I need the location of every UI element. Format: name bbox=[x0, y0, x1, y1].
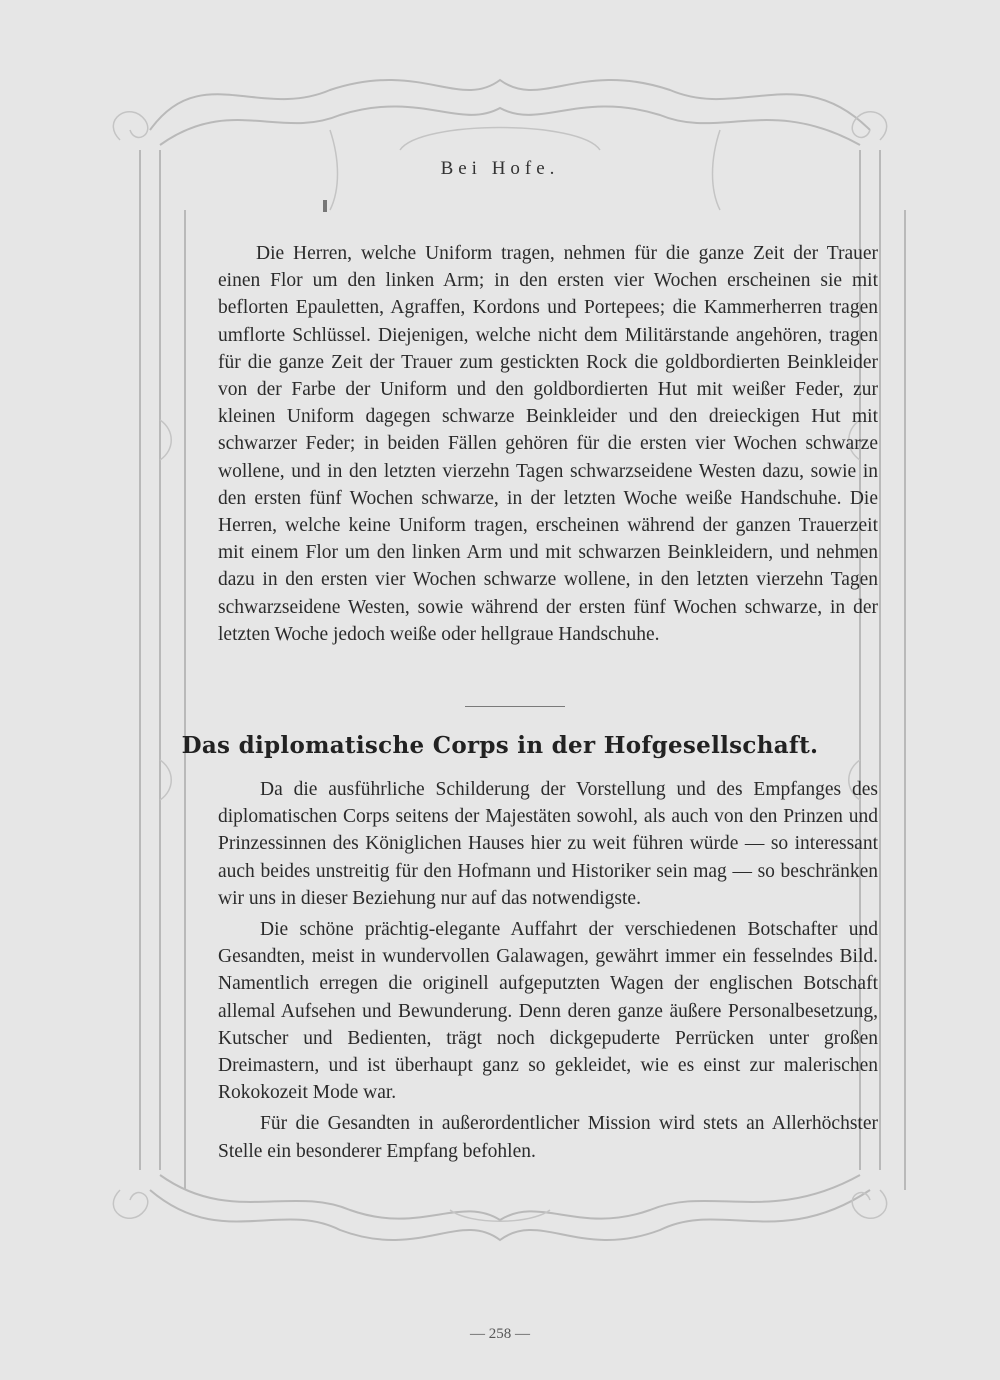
paragraph: Die Herren, welche Uniform tragen, nehmen für die ganze Zeit der Trauer einen Flor um den linken Arm; in den ersten vier Wochen erscheinen sie mit beflorten Epauletten, Agraffen, Kordons und Portepees; die Kammerherren tragen umflorte Schlüssel. Diejenigen, welche nicht dem Militärstande angehören, tragen für die ganze Zeit der Trauer zum gestickten Rock die goldbordierten Beinkleider von der Farbe der Uniform und den goldbordierten Hut mit weißer Feder, zur kleinen Uniform dagegen schwarze Beinkleider und den dreieckigen Hut mit schwarzer Feder; in beiden Fällen gehören für die ersten vier Wochen schwarze wollene, und in den letzten vierzehn Tagen schwarzseidene Westen dazu, sowie in den ersten fünf Wochen schwarze, in der letzten Woche weiße Handschuhe. Die Herren, welche keine Uniform tragen, erscheinen während der ganzen Trauerzeit mit einem Flor um den linken Arm und mit schwarzen Beinkleidern, und nehmen dazu in den ersten vier Wochen schwarze wollene, in den letzten vierzehn Tagen schwarzseidene Westen, sowie während der ersten fünf Wochen schwarze, in der letzten Woche jedoch weiße oder hellgraue Handschuhe. bbox=[218, 243, 878, 645]
section-divider bbox=[465, 706, 565, 707]
page-number: — 258 — bbox=[470, 1326, 530, 1342]
ornament-mark bbox=[323, 200, 327, 212]
running-head: Bei Hofe. bbox=[440, 158, 560, 179]
body-text-section-1 bbox=[218, 240, 878, 648]
section-heading: Das diplomatische Corps in der Hofgesellschaft. bbox=[181, 732, 819, 759]
paragraph: Da die ausführliche Schilderung der Vorstellung und des Empfanges des diplomatischen Corps seitens der Majestäten sowohl, als auch von den Prinzen und Prinzessinnen des Königlichen Hauses hier zu weit führen würde — so interessant auch beides unstreitig für den Hofmann und Historiker sein mag — so beschränken wir uns in dieser Beziehung nur auf das notwendigste. bbox=[218, 779, 878, 909]
paragraph: Die schöne prächtig-elegante Auffahrt der verschiedenen Botschafter und Gesandten, meist in wundervollen Galawagen, gewährt immer ein fesselndes Bild. Namentlich erregen die originell aufgeputzten Wagen der englischen Botschaft allemal Aufsehen und Bewunderung. Denn deren ganze äußere Personalbesetzung, Kutscher und Bedienten, trägt noch dickgepuderte Perrücken unter großen Dreimastern, und ist überhaupt ganz so gekleidet, wie es einst zur malerischen Rokokozeit Mode war. bbox=[218, 919, 878, 1104]
paragraph: Für die Gesandten in außerordentlicher Mission wird stets an Allerhöchster Stelle ein besonderer Empfang befohlen. bbox=[218, 1113, 878, 1162]
body-text-section-2 bbox=[218, 776, 878, 1169]
